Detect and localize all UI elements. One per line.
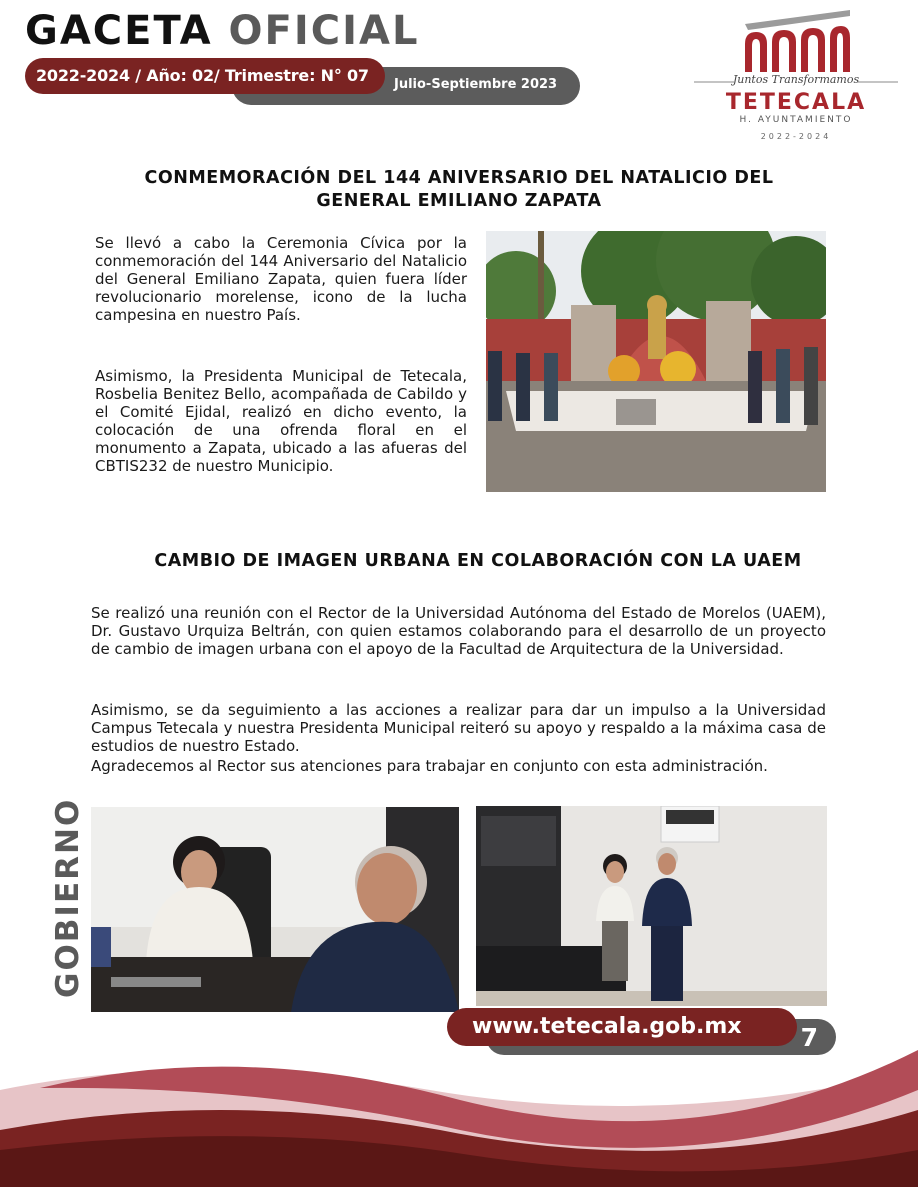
meeting-photo-rector — [476, 806, 827, 1006]
logo-name: TETECALA — [725, 90, 867, 115]
article1-paragraph1: Se llevó a cabo la Ceremonia Cívica por la conmemoración del 144 Aniversario del Natalicio del General Emiliano Zapata, quien fuera líder revolucionario morelense, icono de la lucha campesina en nuestro País. — [95, 234, 467, 324]
meeting-photo-office — [91, 807, 459, 1012]
article2-paragraph1: Se realizó una reunión con el Rector de la Universidad Autónoma del Estado de Morelos (UAEM), Dr. Gustavo Urquiza Beltrán, con quien estamos colaborando para el desarrollo de un proyecto de cambio de imagen urbana con el apoyo de la Facultad de Arquitectura de la Universidad. — [91, 604, 826, 658]
article1-title-line2: GENERAL EMILIANO ZAPATA — [316, 191, 602, 211]
website-url[interactable]: www.tetecala.gob.mx — [472, 1014, 742, 1039]
article1-paragraph2: Asimismo, la Presidenta Municipal de Tetecala, Rosbelia Benitez Bello, acompañada de Cabildo y el Comité Ejidal, realizó en dicho evento, la colocación de una ofrenda floral en el monumento a Zapata, ubicado a las afueras del CBTIS232 de nuestro Municipio. — [95, 367, 467, 475]
page-number: 7 — [800, 1023, 818, 1052]
arches-logo-icon — [690, 6, 902, 76]
article2-title: CAMBIO DE IMAGEN URBANA EN COLABORACIÓN CON LA UAEM — [154, 551, 802, 571]
edition-label: 2022-2024 / Año: 02/ Trimestre: N° 07 — [36, 66, 369, 85]
article2-paragraph2: Asimismo, se da seguimiento a las acciones a realizar para dar un impulso a la Universidad Campus Tetecala y nuestra Presidenta Municipal reiteró su apoyo y respaldo a la máxima casa de estudios de nuestro Estado. — [91, 701, 826, 755]
section-label-text: GOBIERNO — [50, 797, 86, 998]
logo-years: 2022-2024 — [760, 132, 832, 141]
masthead-word-gaceta: GACETA — [25, 8, 213, 54]
article1-title-line1: CONMEMORACIÓN DEL 144 ANIVERSARIO DEL NATALICIO DEL — [144, 168, 774, 188]
tetecala-logo — [690, 6, 902, 146]
edition-pill — [25, 58, 385, 94]
footer-wave-decoration — [0, 1030, 918, 1187]
masthead-title — [25, 6, 419, 56]
logo-slogan: Juntos Transformamos — [732, 73, 860, 86]
article2-paragraph3: Agradecemos al Rector sus atenciones para trabajar en conjunto con esta administración. — [91, 757, 768, 775]
logo-subtitle: H. AYUNTAMIENTO — [739, 115, 853, 125]
period-label: Julio-Septiembre 2023 — [394, 77, 558, 92]
zapata-ceremony-photo — [486, 231, 826, 492]
article1-title — [100, 167, 818, 213]
masthead-word-oficial: OFICIAL — [228, 8, 420, 54]
